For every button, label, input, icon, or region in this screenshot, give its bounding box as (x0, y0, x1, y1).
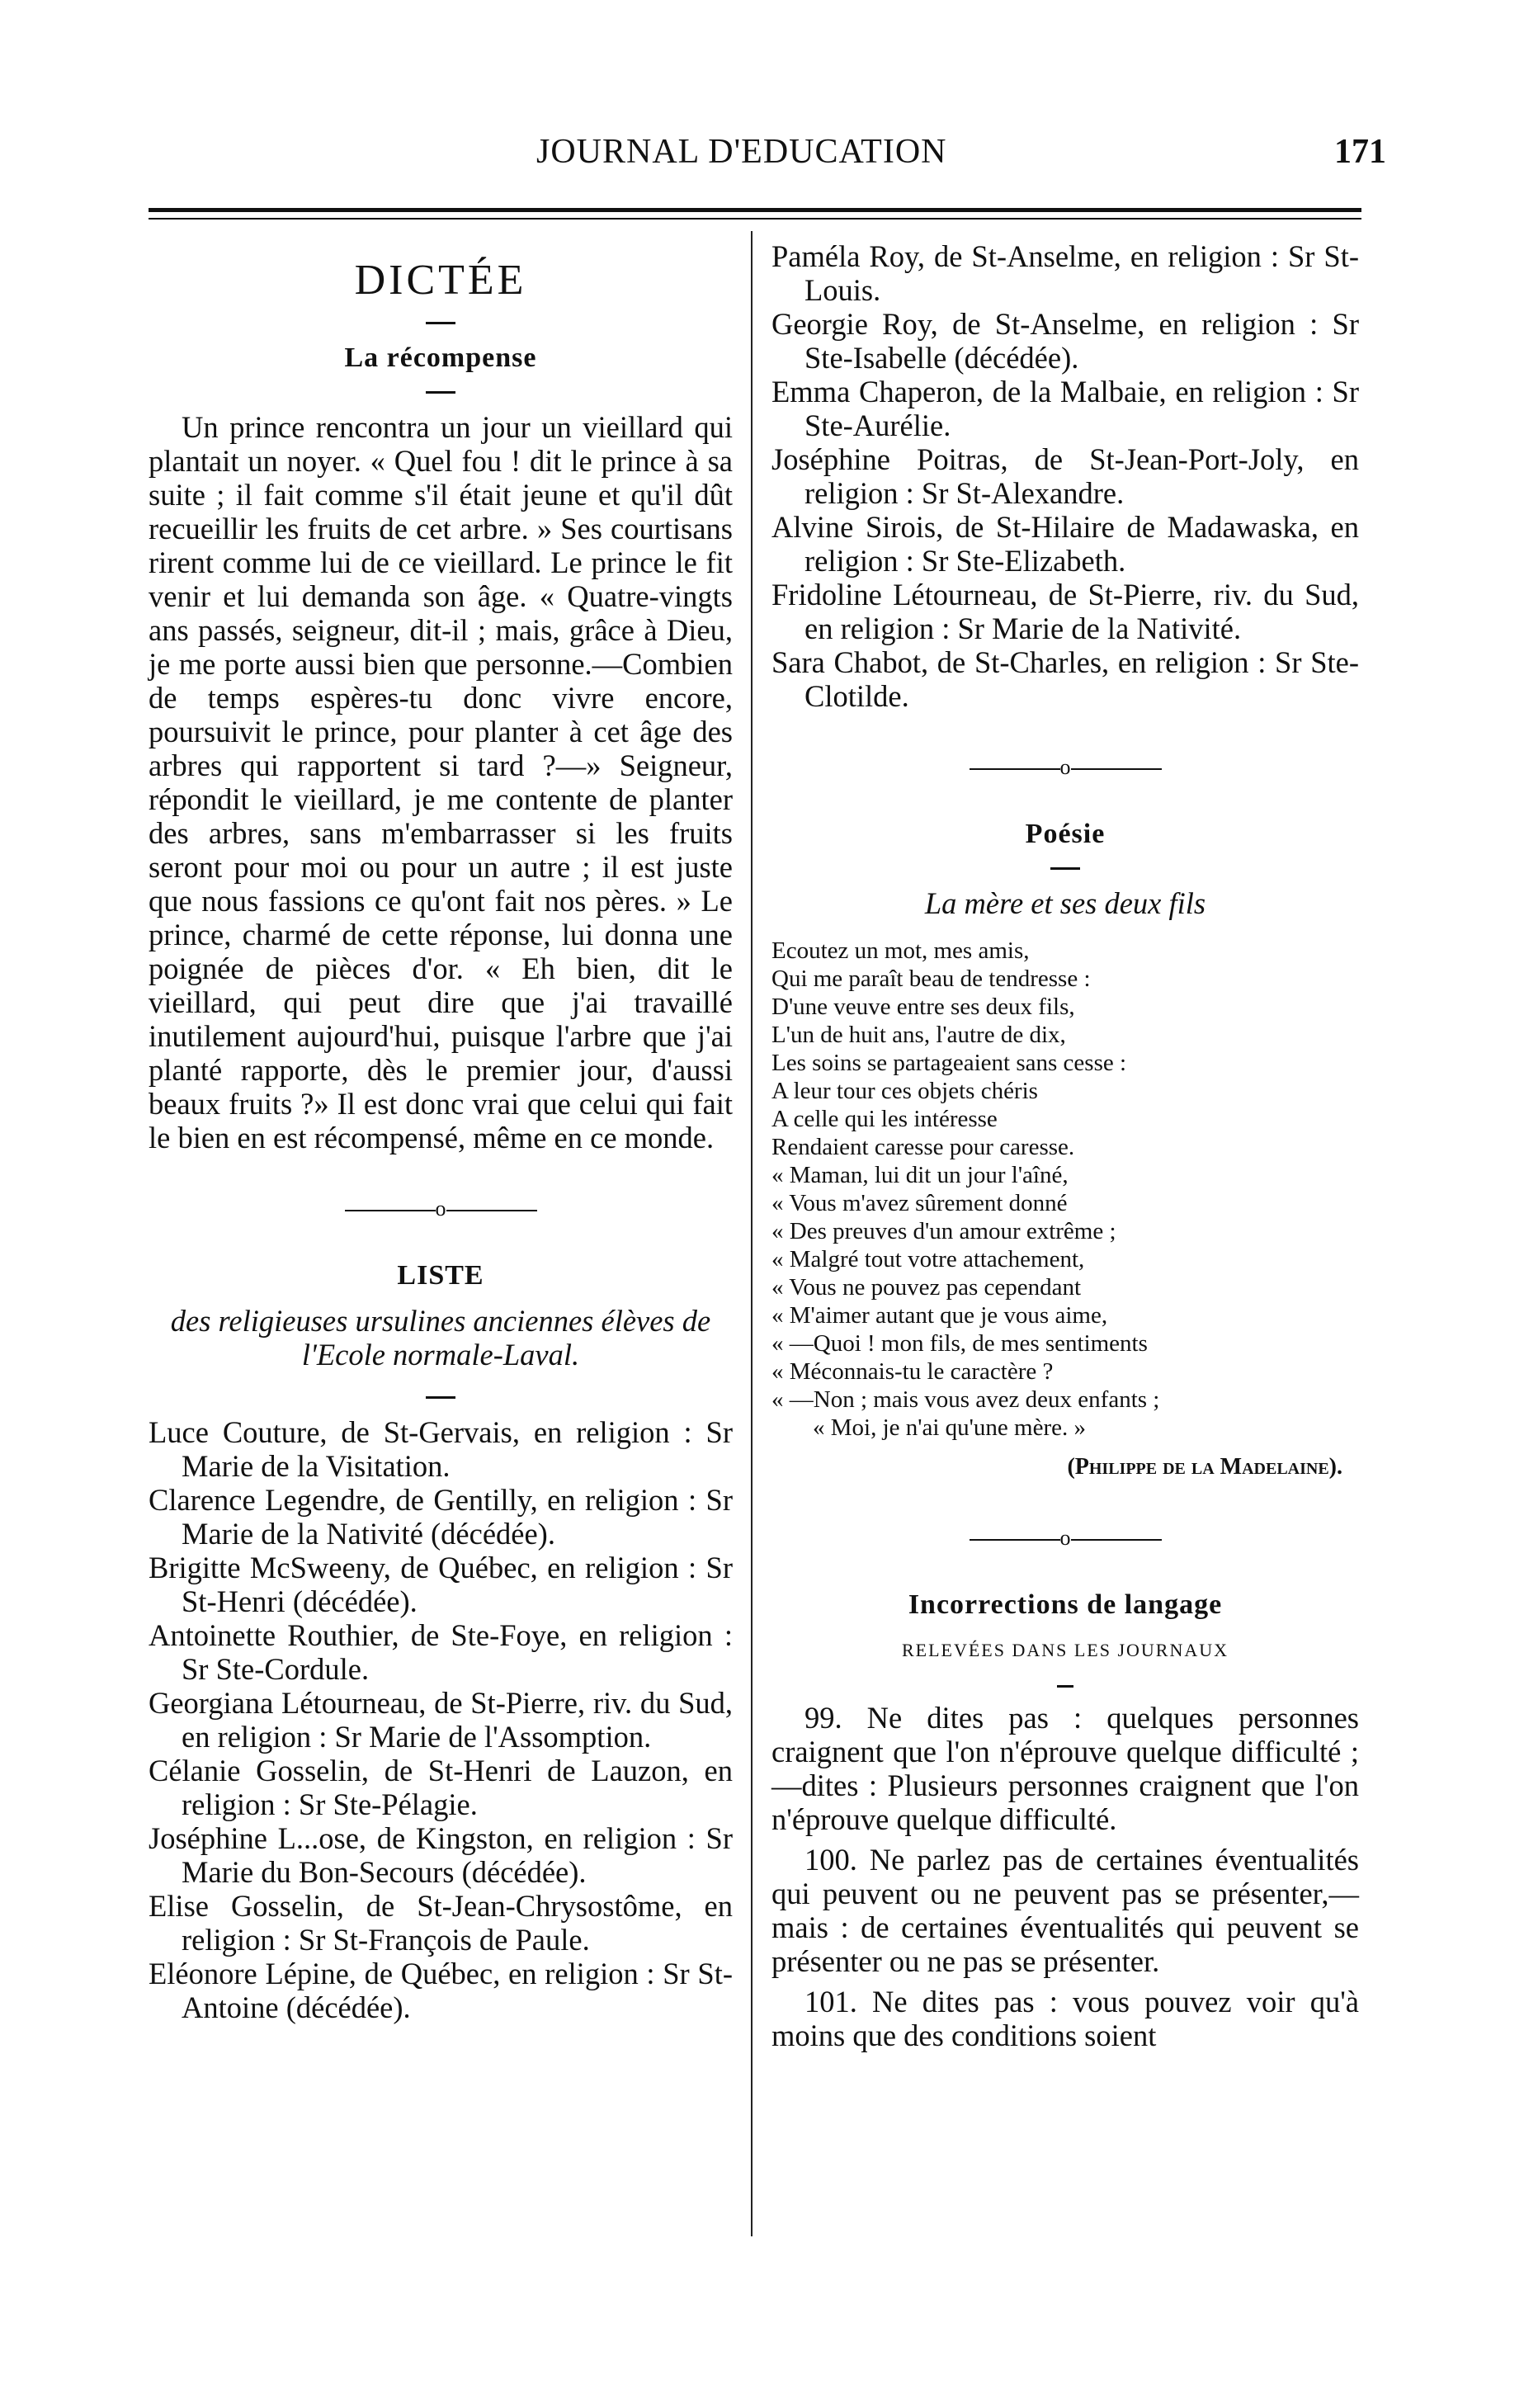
list-item: Paméla Roy, de St-Anselme, en religion : Sr St-Louis. (771, 239, 1359, 307)
list-item: Clarence Legendre, de Gentilly, en religion : Sr Marie de la Nativité (décédée). (149, 1483, 733, 1551)
list-item: Elise Gosselin, de St-Jean-Chrysostôme, en religion : Sr St-François de Paule. (149, 1889, 733, 1957)
list-item: Luce Couture, de St-Gervais, en religion : Sr Marie de la Visitation. (149, 1415, 733, 1483)
page-header (149, 132, 1386, 182)
ornament-divider: o (149, 1192, 733, 1225)
poem-signature: (Philippe de la Madelaine). (1067, 1454, 1342, 1480)
numbered-item: 101. Ne dites pas : vous pouvez voir qu'à moins que des conditions soient (771, 1985, 1359, 2052)
list-item: Alvine Sirois, de St-Hilaire de Madawaska, en religion : Sr Ste-Elizabeth. (771, 510, 1359, 578)
poesie-title: Poésie (1025, 819, 1106, 849)
running-title: JOURNAL D'EDUCATION (536, 133, 947, 171)
title-dash (426, 322, 455, 324)
poesie-dash (1050, 867, 1080, 870)
page-number: 171 (1334, 133, 1386, 171)
list-item: Joséphine L...ose, de Kingston, en religion : Sr Marie du Bon-Secours (décédée). (149, 1821, 733, 1889)
poem-line: Ecoutez un mot, mes amis, (771, 937, 1030, 964)
poem-line: D'une veuve entre ses deux fils, (771, 994, 1075, 1020)
dictee-subtitle: La récompense (344, 342, 537, 373)
list-item: Brigitte McSweeny, de Québec, en religion : Sr St-Henri (décédée). (149, 1551, 733, 1618)
list-item: Fridoline Létourneau, de St-Pierre, riv. du Sud, en religion : Sr Marie de la Nativité. (771, 578, 1359, 645)
list-item: Joséphine Poitras, de St-Jean-Port-Joly, en religion : Sr St-Alexandre. (771, 442, 1359, 510)
list-item: Georgiana Létourneau, de St-Pierre, riv. du Sud, en religion : Sr Marie de l'Assomption. (149, 1686, 733, 1754)
poem-line: « Vous ne pouvez pas cependant (771, 1274, 1082, 1301)
poem-line: Qui me paraît beau de tendresse : (771, 966, 1091, 992)
header-rule-thin (149, 218, 1361, 220)
poem-line: « Malgré tout votre attachement, (771, 1246, 1085, 1272)
poem-line: « —Quoi ! mon fils, de mes sentiments (771, 1330, 1148, 1357)
liste-title: LISTE (397, 1260, 484, 1291)
liste-subtitle: des religieuses ursulines anciennes élèves de l'Ecole normale-Laval. (170, 1304, 711, 1372)
incorrections-subtitle: RELEVÉES DANS LES JOURNAUX (901, 1640, 1229, 1660)
poem-line: Les soins se partageaient sans cesse : (771, 1050, 1127, 1076)
header-rule-thick (149, 208, 1361, 212)
poem-line: « M'aimer autant que je vous aime, (771, 1302, 1108, 1329)
list-item: Eléonore Lépine, de Québec, en religion : Sr St-Antoine (décédée). (149, 1957, 733, 2024)
poem-line: A celle qui les intéresse (771, 1106, 998, 1132)
list-item: Sara Chabot, de St-Charles, en religion : Sr Ste-Clotilde. (771, 645, 1359, 713)
ornament-divider: o (771, 1521, 1359, 1555)
poem-line: « —Non ; mais vous avez deux enfants ; (771, 1386, 1160, 1413)
poem-line: « Méconnais-tu le caractère ? (771, 1358, 1054, 1385)
list-item: Célanie Gosselin, de St-Henri de Lauzon, en religion : Sr Ste-Pélagie. (149, 1754, 733, 1821)
liste-dash (426, 1396, 455, 1399)
poem-line: L'un de huit ans, l'autre de dix, (771, 1022, 1066, 1048)
numbered-item: 99. Ne dites pas : quelques personnes craignent que l'on n'éprouve quelque difficulté ;—dites : Plusieurs personnes craignent que l'on n'éprouve quelque difficulté. (771, 1701, 1359, 1836)
ornament-divider: o (771, 750, 1359, 784)
poem-title: La mère et ses deux fils (924, 886, 1206, 920)
subtitle-dash (426, 391, 455, 394)
column-separator (751, 231, 753, 2236)
poem-line: « Moi, je n'ai qu'une mère. » (813, 1414, 1086, 1441)
poem (771, 937, 1359, 1442)
dictee-story: Un prince rencontra un jour un vieillard qui plantait un noyer. « Quel fou ! dit le prince à sa suite ; il fait comme s'il était jeune et qu'il dût recueillir les fruits de cet arbre. » Ses courtisans rirent comme lui de ce vieillard. Le prince le fit venir et lui demanda son âge. « Quatre-vingts ans passés, seigneur, dit-il ; mais, grâce à Dieu, je me porte aussi bien que personne.—Combien de temps espères-tu donc vivre encore, poursuivit le prince, pour planter à cet âge des arbres qui rapportent si tard ?—» Seigneur, répondit le vieillard, je me contente de planter des arbres, sans m'embarrasser si les fruits seront pour moi ou pour un autre ; il est juste que nous fassions ce qu'ont fait nos pères. » Le prince, charmé de cette réponse, lui donna une poignée de pièces d'or. « Eh bien, dit le vieillard, qui peut dire que j'ai travaillé inutilement aujourd'hui, puisque l'arbre que j'ai planté rapporte, dès le premier jour, d'aussi beaux fruits ?» Il est donc vrai que celui qui fait le bien en est récompensé, même en ce monde. (149, 410, 733, 1154)
poem-line: « Vous m'avez sûrement donné (771, 1190, 1068, 1216)
right-column (771, 239, 1359, 2059)
incorrections-title: Incorrections de langage (908, 1589, 1223, 1620)
list-item: Emma Chaperon, de la Malbaie, en religion : Sr Ste-Aurélie. (771, 375, 1359, 442)
left-column (149, 239, 733, 2024)
dictee-title: DICTÉE (354, 257, 527, 304)
incorrections-dash (1057, 1685, 1073, 1688)
list-item: Georgie Roy, de St-Anselme, en religion : Sr Ste-Isabelle (décédée). (771, 307, 1359, 375)
poem-line: « Maman, lui dit un jour l'aîné, (771, 1162, 1069, 1188)
poem-line: Rendaient caresse pour caresse. (771, 1134, 1075, 1160)
poem-line: « Des preuves d'un amour extrême ; (771, 1218, 1116, 1244)
numbered-item: 100. Ne parlez pas de certaines éventualités qui peuvent ou ne peuvent pas se présenter,—mais : de certaines éventualités qui peuvent se présenter ou ne pas se présenter. (771, 1843, 1359, 1978)
poem-line: A leur tour ces objets chéris (771, 1078, 1038, 1104)
list-item: Antoinette Routhier, de Ste-Foye, en religion : Sr Ste-Cordule. (149, 1618, 733, 1686)
